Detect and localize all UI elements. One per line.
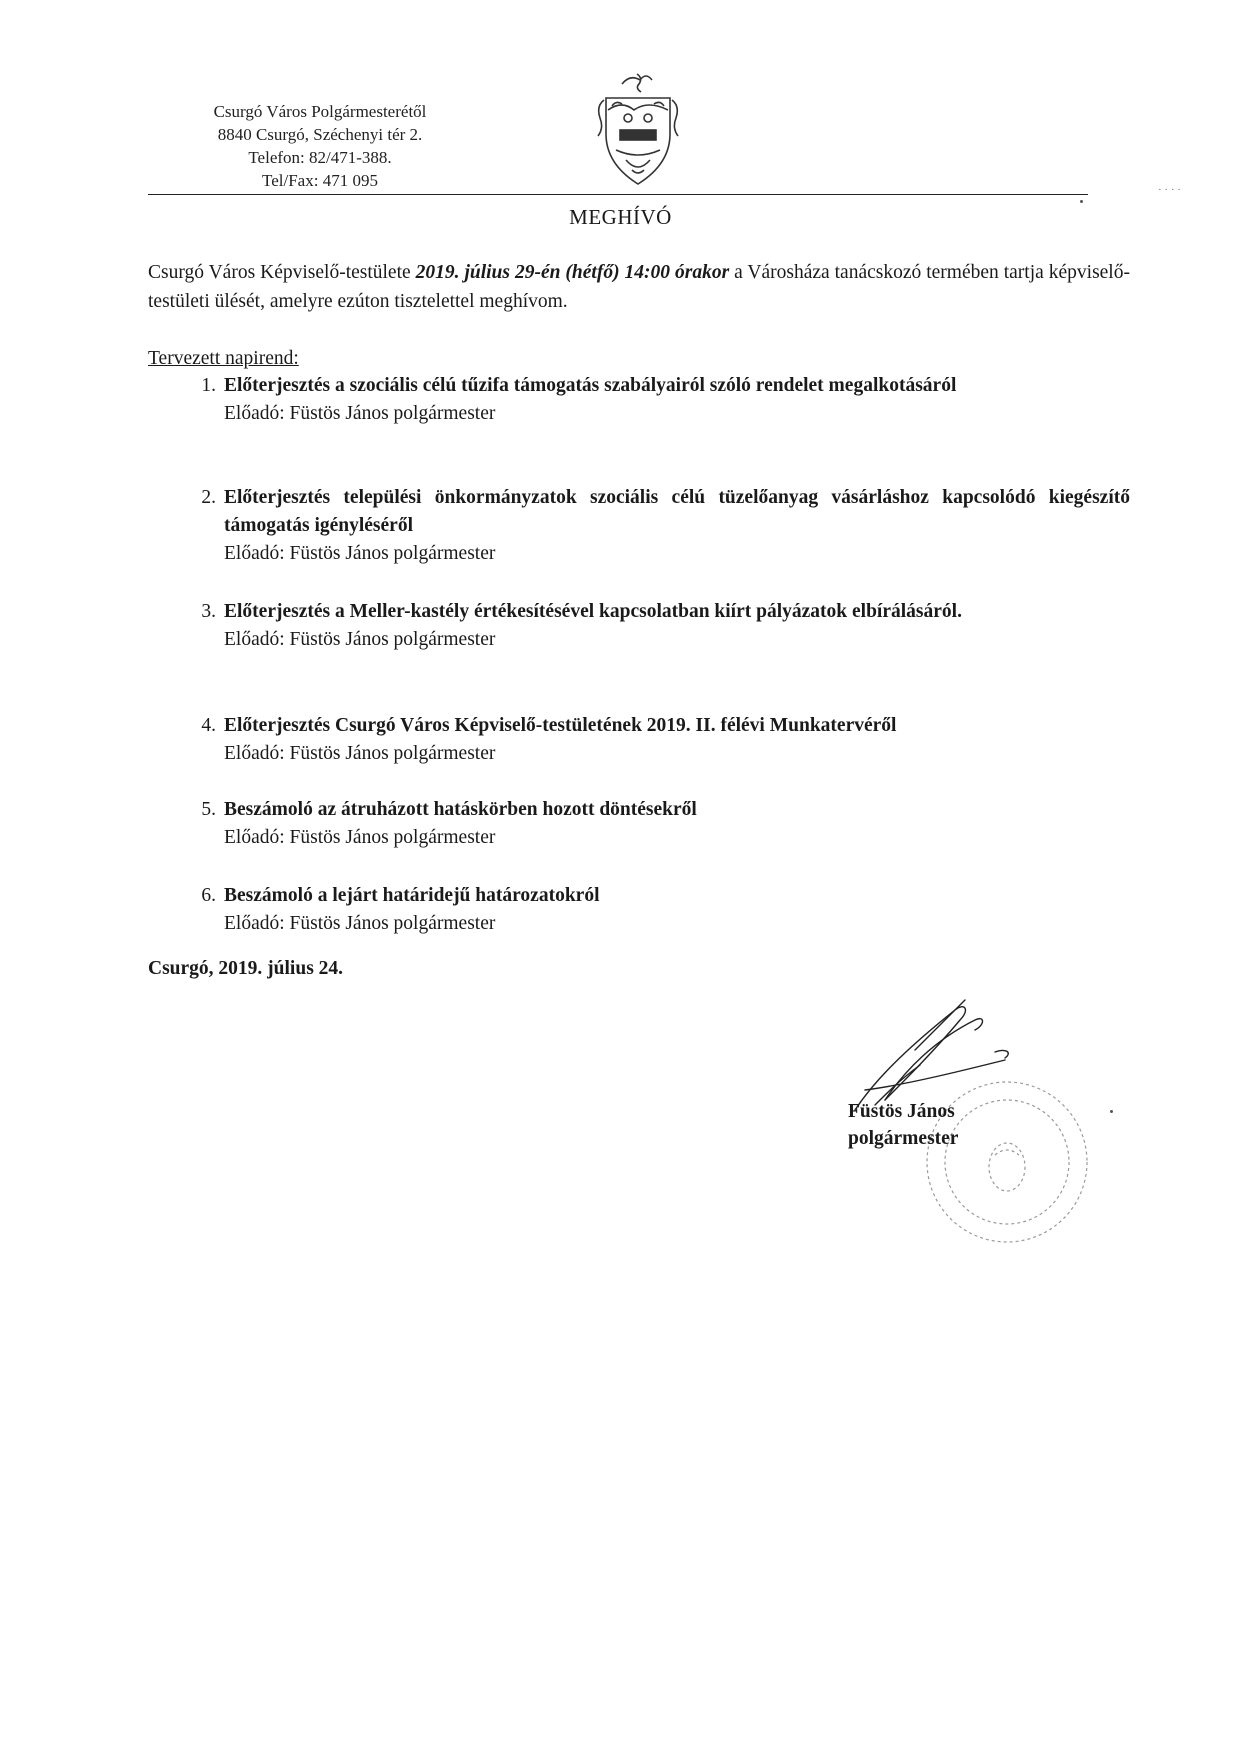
dateline: Csurgó, 2019. július 24. — [148, 958, 344, 979]
meeting-datetime: 2019. július 29-én (hétfő) 14:00 órakor — [415, 262, 730, 283]
scan-dot — [1080, 200, 1083, 203]
agenda-item-title: Előterjesztés Csurgó Város Képviselő-testületének 2019. II. félévi Munkatervéről — [224, 715, 897, 736]
agenda-item — [148, 712, 1130, 768]
intro-text-start: Csurgó Város Képviselő-testülete — [148, 262, 416, 283]
signer-block — [848, 1098, 958, 1152]
agenda-item — [148, 484, 1130, 568]
header-divider — [148, 194, 1088, 195]
agenda-item-presenter: Előadó: Füstös János polgármester — [224, 913, 496, 934]
agenda-item-presenter: Előadó: Füstös János polgármester — [224, 543, 496, 564]
agenda-item — [148, 882, 1130, 938]
intro-text-end: a Városháza tanácskozó termében tartja képviselő-testületi ülését, amelyre ezúton tisztelettel meghívom. — [148, 262, 1130, 312]
sender-address: 8840 Csurgó, Széchenyi tér 2. — [217, 125, 423, 144]
agenda-item — [148, 598, 1130, 654]
intro-paragraph — [148, 258, 1130, 316]
signer-role: polgármester — [848, 1128, 959, 1149]
agenda-item-number: 6. — [201, 885, 216, 906]
agenda-item — [148, 796, 1130, 852]
signer-name: Füstös János — [848, 1101, 955, 1122]
agenda-item-presenter: Előadó: Füstös János polgármester — [224, 629, 496, 650]
sender-line: Csurgó Város Polgármesterétől — [213, 102, 427, 121]
agenda-item-number: 3. — [201, 601, 216, 622]
document-title: MEGHÍVÓ — [569, 205, 672, 229]
agenda-item-title: Beszámoló a lejárt határidejű határozatokról — [224, 885, 600, 906]
scan-dot — [1110, 1110, 1113, 1113]
agenda-item-title: Előterjesztés települési önkormányzatok szociális célú tüzelőanyag vásárláshoz kapcsolódó kiegészítő támogatás igényléséről — [224, 487, 1130, 536]
agenda-item-number: 5. — [201, 799, 216, 820]
agenda-item-presenter: Előadó: Füstös János polgármester — [224, 403, 496, 424]
agenda-item-title: Beszámoló az átruházott hatáskörben hozott döntésekről — [224, 799, 697, 820]
agenda-item-number: 2. — [201, 487, 216, 508]
sender-phone: Telefon: 82/471-388. — [248, 148, 392, 167]
sender-block — [195, 100, 445, 192]
coat-of-arms-icon — [582, 70, 694, 200]
agenda-item-title: Előterjesztés a szociális célú tűzifa támogatás szabályairól szóló rendelet megalkotásáról — [224, 375, 957, 396]
agenda-heading: Tervezett napirend: — [148, 348, 299, 369]
agenda-item-number: 4. — [201, 715, 216, 736]
agenda-item-number: 1. — [201, 375, 216, 396]
sender-fax: Tel/Fax: 471 095 — [262, 171, 378, 190]
agenda-item-presenter: Előadó: Füstös János polgármester — [224, 827, 496, 848]
agenda-item-presenter: Előadó: Füstös János polgármester — [224, 743, 496, 764]
agenda-item-title: Előterjesztés a Meller-kastély értékesítésével kapcsolatban kiírt pályázatok elbírálásáról. — [224, 601, 962, 622]
scan-artifact: · · · · — [1158, 184, 1181, 196]
agenda-item — [148, 372, 1130, 428]
